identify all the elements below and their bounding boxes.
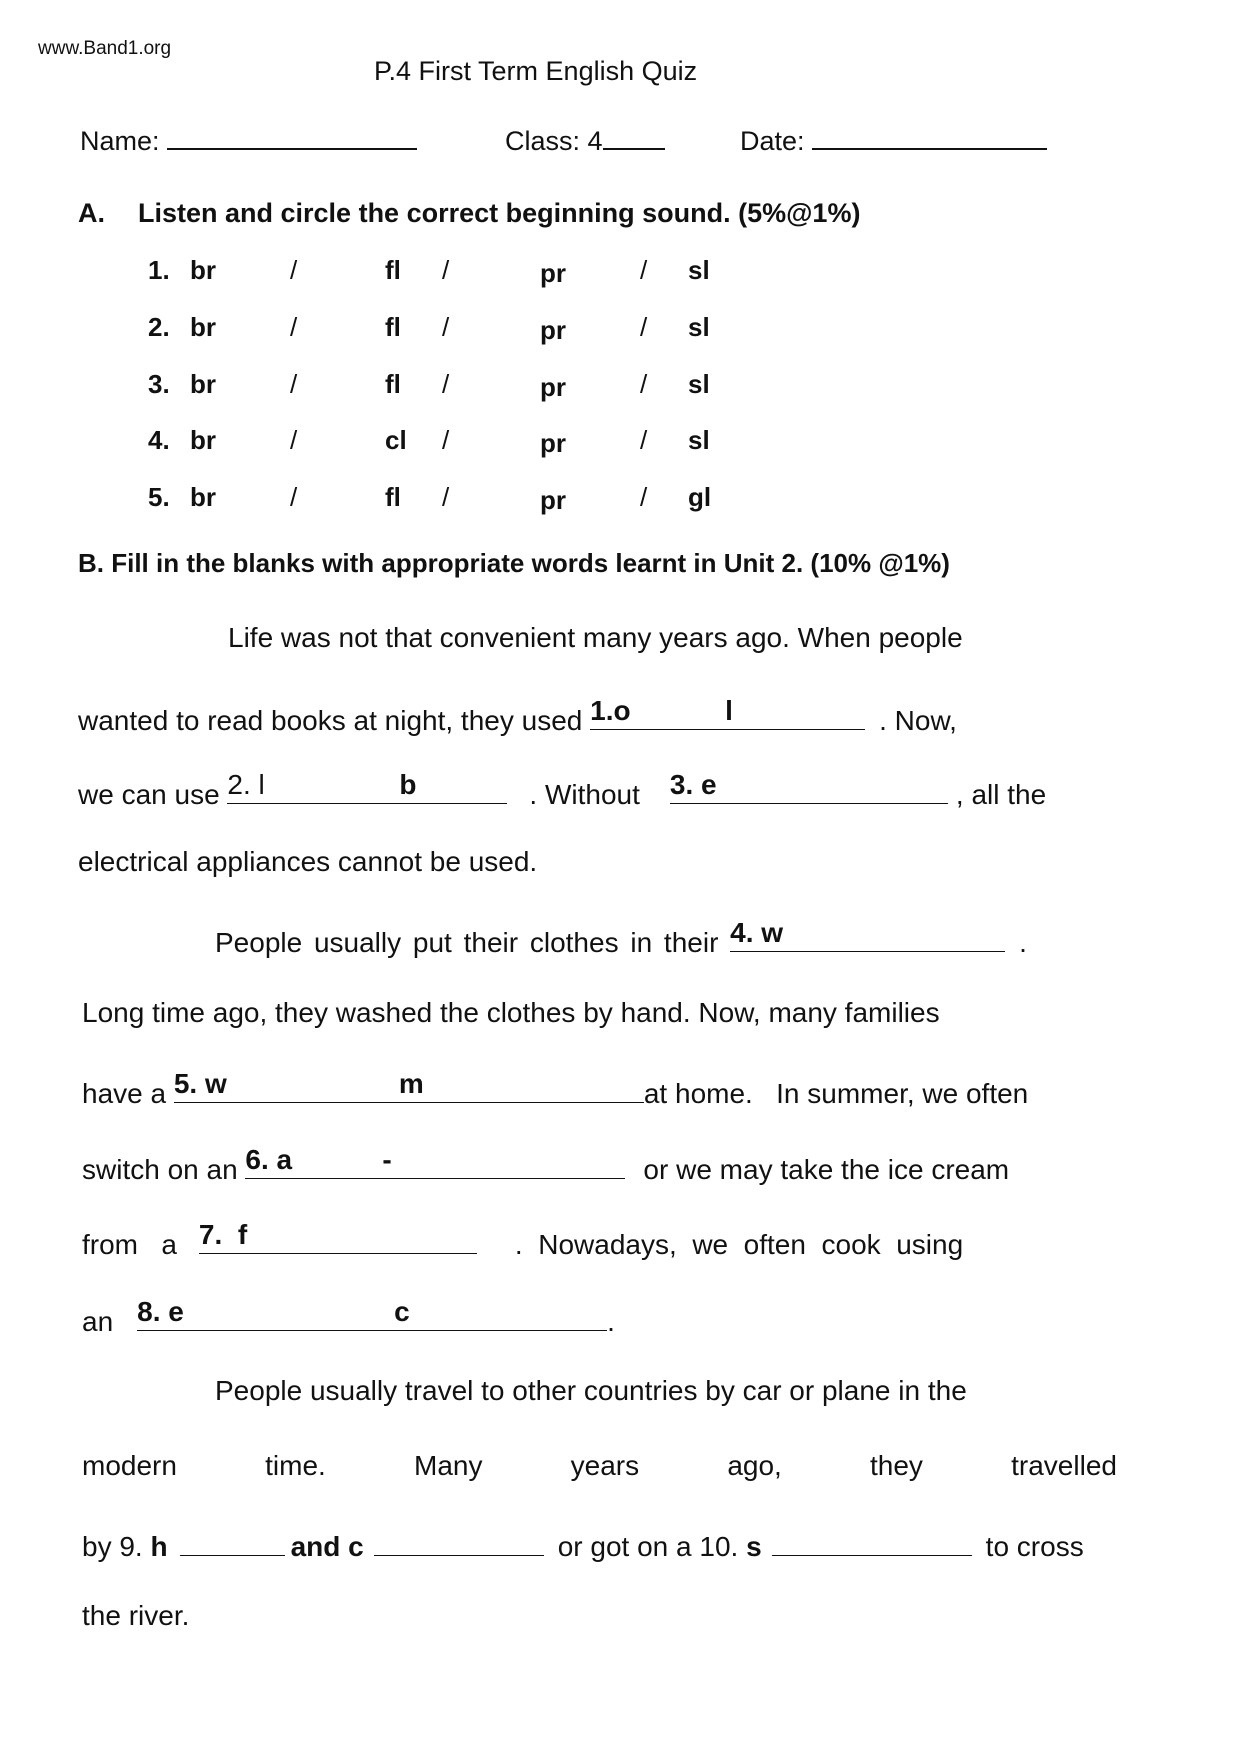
sound-option[interactable]: br bbox=[190, 312, 216, 342]
question-number: 5. bbox=[148, 482, 170, 512]
paragraph-line: we can use 2. l b . Without 3. e , all the bbox=[78, 769, 1047, 810]
class-field[interactable] bbox=[505, 124, 665, 157]
separator: / bbox=[290, 312, 298, 342]
sound-option[interactable]: sl bbox=[688, 369, 710, 399]
word: years bbox=[570, 1450, 640, 1481]
word: time. bbox=[265, 1450, 326, 1481]
sound-option[interactable]: br bbox=[190, 369, 216, 399]
paragraph-line: an 8. e c . bbox=[82, 1296, 615, 1337]
separator: / bbox=[442, 425, 450, 455]
sound-option[interactable]: pr bbox=[540, 258, 566, 288]
word: travelled bbox=[1011, 1450, 1117, 1481]
word: they bbox=[870, 1450, 923, 1481]
blank-4[interactable]: 4. w bbox=[730, 921, 1005, 952]
section-a-letter: A. bbox=[78, 198, 105, 228]
sound-option[interactable]: cl bbox=[385, 425, 407, 455]
separator: / bbox=[640, 255, 648, 285]
sound-option[interactable]: gl bbox=[688, 482, 712, 512]
blank-7[interactable]: 7. f bbox=[199, 1223, 477, 1254]
paragraph-line: People usually travel to other countries by car or plane in the bbox=[215, 1375, 967, 1406]
question-number: 3. bbox=[148, 369, 170, 399]
separator: / bbox=[640, 425, 648, 455]
sound-option[interactable]: br bbox=[190, 425, 216, 455]
sound-option[interactable]: pr bbox=[540, 428, 566, 458]
blank-10[interactable] bbox=[772, 1525, 972, 1556]
blank-6[interactable]: 6. a - bbox=[245, 1148, 625, 1179]
sound-option[interactable]: pr bbox=[540, 485, 566, 515]
blank-5[interactable]: 5. w m bbox=[174, 1072, 644, 1103]
separator: / bbox=[442, 482, 450, 512]
word: Many bbox=[414, 1450, 483, 1481]
separator: / bbox=[290, 482, 298, 512]
date-field[interactable] bbox=[740, 124, 1047, 157]
separator: / bbox=[290, 255, 298, 285]
section-b-heading: B. Fill in the blanks with appropriate words learnt in Unit 2. (10% @1%) bbox=[78, 548, 950, 578]
sound-option[interactable]: fl bbox=[385, 482, 401, 512]
question-number: 2. bbox=[148, 312, 170, 342]
name-label: Name: bbox=[80, 126, 160, 156]
word: modern bbox=[82, 1450, 177, 1481]
name-field[interactable] bbox=[80, 124, 417, 157]
paragraph-line: from a 7. f . Nowadays, we often cook using bbox=[82, 1219, 964, 1260]
paragraph-line: Life was not that convenient many years ago. When people bbox=[228, 622, 963, 653]
separator: / bbox=[442, 369, 450, 399]
separator: / bbox=[290, 369, 298, 399]
question-number: 1. bbox=[148, 255, 170, 285]
paragraph-line bbox=[82, 1450, 1117, 1482]
paragraph-line: by 9. h and c or got on a 10. s to cross bbox=[82, 1525, 1084, 1563]
separator: / bbox=[640, 312, 648, 342]
sound-option[interactable]: sl bbox=[688, 255, 710, 285]
sound-option[interactable]: pr bbox=[540, 372, 566, 402]
paragraph-line: People usually put their clothes in their 4. w . bbox=[215, 917, 1027, 958]
sound-option[interactable]: br bbox=[190, 255, 216, 285]
blank-1[interactable]: 1.o l bbox=[590, 699, 865, 730]
separator: / bbox=[640, 482, 648, 512]
date-label: Date: bbox=[740, 126, 805, 156]
page-title: P.4 First Term English Quiz bbox=[374, 56, 698, 86]
paragraph-line: wanted to read books at night, they used 1.o l . Now, bbox=[78, 695, 957, 736]
separator: / bbox=[290, 425, 298, 455]
blank-3[interactable]: 3. e bbox=[670, 773, 948, 804]
class-label: Class: 4 bbox=[505, 126, 603, 156]
paragraph-line: electrical appliances cannot be used. bbox=[78, 846, 538, 877]
sound-option[interactable]: fl bbox=[385, 312, 401, 342]
paragraph-line: switch on an 6. a - or we may take the ice cream bbox=[82, 1144, 1010, 1185]
separator: / bbox=[640, 369, 648, 399]
sound-option[interactable]: fl bbox=[385, 255, 401, 285]
paragraph-line: have a 5. w m at home. In summer, we often bbox=[82, 1068, 1029, 1109]
blank-9a[interactable] bbox=[180, 1525, 285, 1556]
sound-option[interactable]: fl bbox=[385, 369, 401, 399]
word: ago, bbox=[727, 1450, 782, 1481]
separator: / bbox=[442, 312, 450, 342]
website-watermark: www.Band1.org bbox=[38, 38, 172, 59]
section-a-heading: Listen and circle the correct beginning sound. (5%@1%) bbox=[138, 198, 861, 228]
sound-option[interactable]: sl bbox=[688, 425, 710, 455]
blank-8[interactable]: 8. e c bbox=[137, 1300, 607, 1331]
paragraph-line: the river. bbox=[82, 1600, 190, 1631]
sound-option[interactable]: pr bbox=[540, 315, 566, 345]
question-number: 4. bbox=[148, 425, 170, 455]
separator: / bbox=[442, 255, 450, 285]
sound-option[interactable]: sl bbox=[688, 312, 710, 342]
blank-2[interactable]: 2. l b bbox=[227, 773, 507, 804]
paragraph-line: Long time ago, they washed the clothes by hand. Now, many families bbox=[82, 997, 940, 1028]
sound-option[interactable]: br bbox=[190, 482, 216, 512]
blank-9b[interactable] bbox=[374, 1525, 544, 1556]
